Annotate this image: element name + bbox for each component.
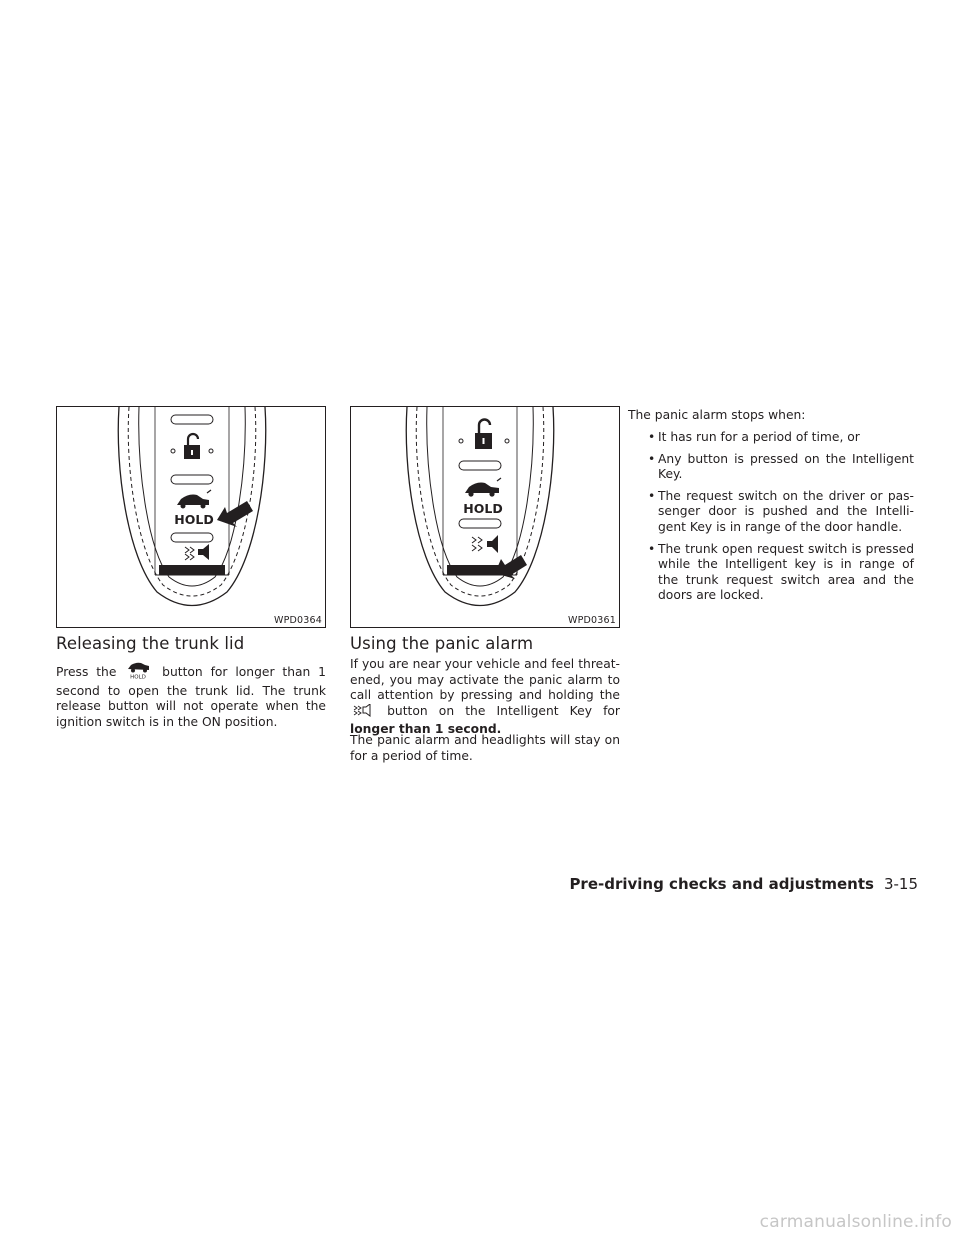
figure-code: WPD0364 bbox=[273, 615, 322, 626]
trunk-icon bbox=[177, 490, 211, 509]
section-title-trunk: Releasing the trunk lid bbox=[56, 634, 245, 653]
key-fob-illustration bbox=[57, 407, 326, 628]
section-title-panic: Using the panic alarm bbox=[350, 634, 534, 653]
page-footer bbox=[569, 875, 918, 893]
trunk-icon bbox=[124, 661, 154, 684]
list-item: • The trunk open request switch is pressed while the Intelligent key is in range of the trunk request switch area and the doors are locked. bbox=[648, 541, 914, 603]
panic-paragraph-2: The panic alarm and headlights will stay on for a period of time. bbox=[350, 733, 620, 763]
stops-list bbox=[640, 430, 914, 610]
trunk-text-before: Press the bbox=[56, 665, 117, 679]
list-item: • The request switch on the driver or pas-senger door is pushed and the Intelli-gent Key is in range of the door handle. bbox=[648, 488, 914, 534]
figure-panic-button bbox=[350, 406, 620, 628]
trunk-icon bbox=[465, 478, 501, 497]
list-item: • Any button is pressed on the Intelligent Key. bbox=[648, 451, 914, 482]
stops-intro: The panic alarm stops when: bbox=[628, 408, 806, 422]
panic-paragraph bbox=[350, 657, 620, 738]
panic-text-before: If you are near your vehicle and feel threat-ened, you may activate the panic alarm to call attention by pressing and holding the bbox=[350, 657, 620, 703]
hold-label: HOLD bbox=[463, 501, 503, 516]
list-item: • It has run for a period of time, or bbox=[648, 430, 860, 444]
panic-alarm-icon bbox=[185, 544, 209, 560]
trunk-text-after: button for longer than 1 second to open the trunk lid. The trunk release button will not operate when the ignition switch is in the ON position. bbox=[56, 665, 326, 729]
panic-bold-text: longer than 1 second. bbox=[350, 722, 502, 737]
svg-text:HOLD: HOLD bbox=[130, 674, 147, 679]
trunk-paragraph bbox=[56, 661, 326, 730]
footer-section-title: Pre-driving checks and adjustments bbox=[569, 875, 874, 893]
hold-label: HOLD bbox=[174, 512, 214, 527]
page-number: 3-15 bbox=[883, 875, 918, 893]
figure-trunk-button bbox=[56, 406, 326, 628]
watermark: carmanualsonline.info bbox=[759, 1212, 952, 1232]
panic-text-after: button on the Intelligent Key for bbox=[387, 703, 620, 718]
unlock-icon bbox=[171, 434, 213, 459]
figure-code: WPD0361 bbox=[567, 615, 616, 626]
panic-alarm-icon bbox=[350, 704, 376, 723]
panic-alarm-icon bbox=[472, 535, 498, 553]
unlock-icon bbox=[459, 420, 509, 450]
key-fob-illustration bbox=[351, 407, 620, 628]
